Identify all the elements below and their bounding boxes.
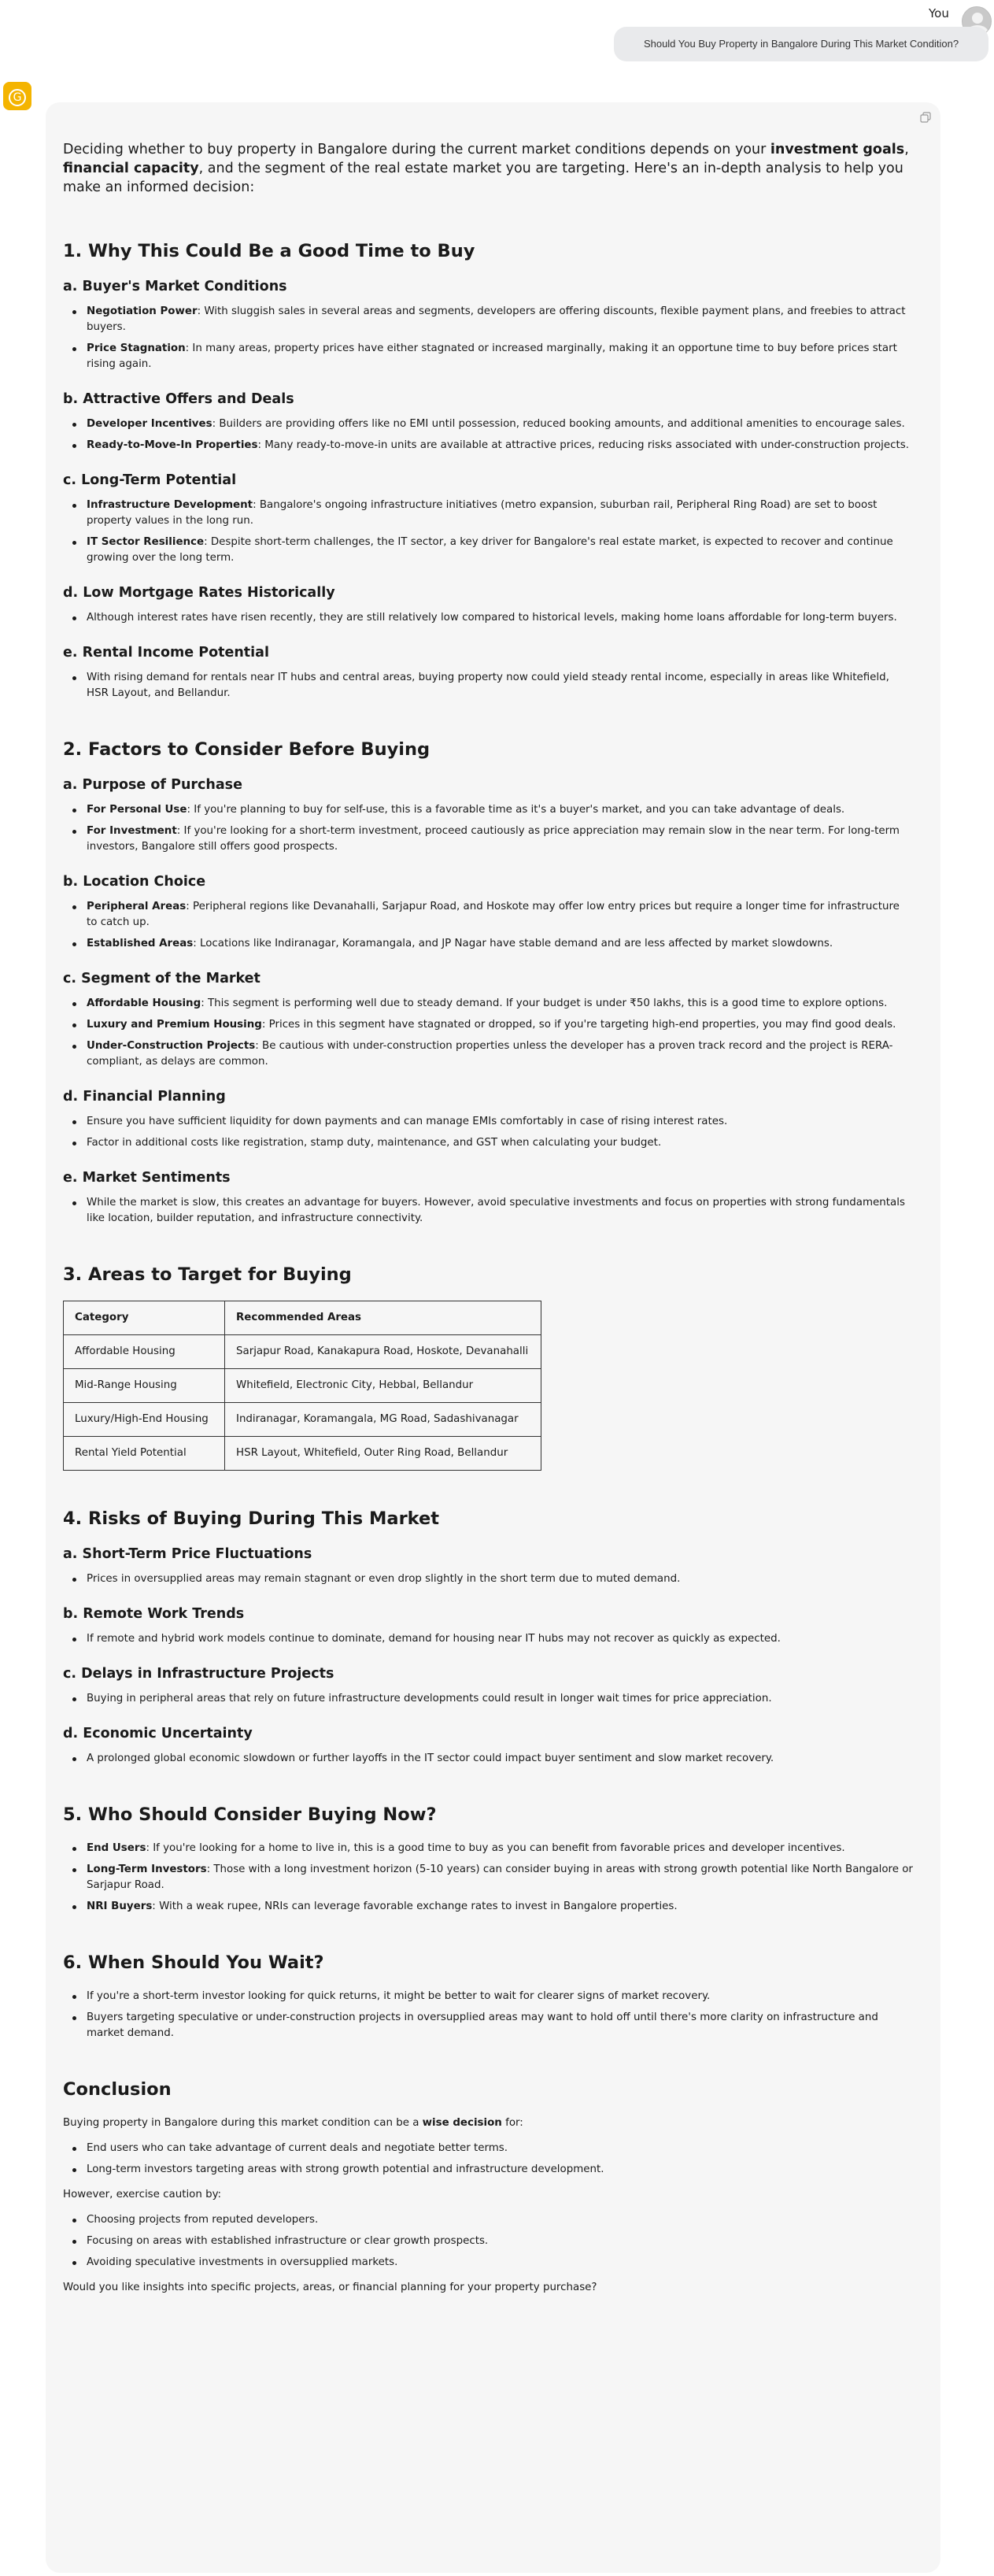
subsection-title: e. Rental Income Potential xyxy=(63,645,269,661)
list-item: Price Stagnation: In many areas, property prices have either stagnated or increased marginally, making it an opportune time to buy before prices start rising again. xyxy=(63,341,913,372)
section-factors xyxy=(63,738,913,1227)
table-row xyxy=(64,1403,541,1437)
section-title: 5. Who Should Consider Buying Now? xyxy=(63,1804,437,1825)
bullet-list xyxy=(63,1195,913,1227)
intro-paragraph: Deciding whether to buy property in Bangalore during the current market conditions depends on your investment goals, financial capacity, and the segment of the real estate market you are targeting. Here's an in-depth analysis to help you make an informed decision: xyxy=(63,142,909,195)
closing-question: Would you like insights into specific projects, areas, or financial planning for your property purchase? xyxy=(63,2282,597,2293)
section-title: 6. When Should You Wait? xyxy=(63,1952,324,1973)
response-content xyxy=(63,140,913,2305)
table-cell: Rental Yield Potential xyxy=(64,1437,225,1471)
bullet-list xyxy=(63,610,913,626)
list-item: Buying in peripheral areas that rely on future infrastructure developments could result in longer wait times for price appreciation. xyxy=(63,1691,913,1707)
list-item: End users who can take advantage of current deals and negotiate better terms. xyxy=(63,2141,913,2156)
list-item: If you're a short-term investor looking for quick returns, it might be better to wait for clearer signs of market recovery. xyxy=(63,1989,913,2004)
section-conclusion xyxy=(63,2078,913,2296)
list-item: Long-term investors targeting areas with strong growth potential and infrastructure development. xyxy=(63,2162,913,2178)
list-item: Factor in additional costs like registration, stamp duty, maintenance, and GST when calculating your budget. xyxy=(63,1135,913,1151)
list-item: Buyers targeting speculative or under-construction projects in oversupplied areas may want to hold off until there's more clarity on infrastructure and market demand. xyxy=(63,2010,913,2041)
list-item: While the market is slow, this creates an advantage for buyers. However, avoid speculative investments and focus on properties with strong fundamentals like location, builder reputation, and infrastructure connectivity. xyxy=(63,1195,913,1227)
bullet-list xyxy=(63,1751,913,1767)
section-title: 2. Factors to Consider Before Buying xyxy=(63,739,430,760)
assistant-response-card xyxy=(46,102,940,2573)
bullet-list xyxy=(63,996,913,1070)
subsection-title: a. Short-Term Price Fluctuations xyxy=(63,1546,312,1562)
list-item: Negotiation Power: With sluggish sales in several areas and segments, developers are offering discounts, flexible payment plans, and freebies to attract buyers. xyxy=(63,304,913,335)
list-item: Peripheral Areas: Peripheral regions like Devanahalli, Sarjapur Road, and Hoskote may offer low entry prices but require a longer time for infrastructure to catch up. xyxy=(63,899,913,931)
subsection-title: a. Buyer's Market Conditions xyxy=(63,279,287,294)
section-title: 4. Risks of Buying During This Market xyxy=(63,1508,440,1529)
table-cell: Mid-Range Housing xyxy=(64,1369,225,1403)
table-header-cell: Category xyxy=(64,1301,225,1335)
list-item: Ensure you have sufficient liquidity for down payments and can manage EMIs comfortably in case of rising interest rates. xyxy=(63,1114,913,1130)
bullet-list xyxy=(63,1841,913,1915)
list-item: Established Areas: Locations like Indiranagar, Koramangala, and JP Nagar have stable demand and are less affected by market slowdowns. xyxy=(63,936,913,952)
section-areas xyxy=(63,1263,913,1471)
bullet-list xyxy=(63,1571,913,1587)
table-header-row xyxy=(64,1301,541,1335)
section-when-to-wait xyxy=(63,1951,913,2041)
subsection-title: e. Market Sentiments xyxy=(63,1170,231,1186)
bullet-list xyxy=(63,899,913,952)
list-item: Under-Construction Projects: Be cautious with under-construction properties unless the developer has a proven track record and the project is RERA-compliant, as delays are common. xyxy=(63,1038,913,1070)
bullet-list xyxy=(63,1114,913,1151)
list-item: End Users: If you're looking for a home to live in, this is a good time to buy as you can benefit from favorable prices and developer incentives. xyxy=(63,1841,913,1856)
list-item: Although interest rates have risen recently, they are still relatively low compared to historical levels, making home loans affordable for long-term buyers. xyxy=(63,610,913,626)
list-item: For Personal Use: If you're planning to buy for self-use, this is a favorable time as it's a buyer's market, and you can take advantage of deals. xyxy=(63,802,913,818)
assistant-logo-icon: G xyxy=(3,82,31,110)
bullet-list xyxy=(63,1989,913,2041)
list-item: For Investment: If you're looking for a short-term investment, proceed cautiously as price appreciation may remain slow in the near term. For long-term investors, Bangalore still offers good prospects. xyxy=(63,824,913,855)
bullet-list xyxy=(63,304,913,372)
list-item: Developer Incentives: Builders are providing offers like no EMI until possession, reduced booking amounts, and additional amenities to encourage sales. xyxy=(63,416,913,432)
list-item: Long-Term Investors: Those with a long investment horizon (5-10 years) can consider buying in areas with strong growth potential like North Bangalore or Sarjapur Road. xyxy=(63,1862,913,1893)
bullet-list xyxy=(63,1691,913,1707)
subsection-title: a. Purpose of Purchase xyxy=(63,777,242,793)
bullet-list xyxy=(63,498,913,566)
subsection-title: b. Attractive Offers and Deals xyxy=(63,391,294,407)
list-item: Infrastructure Development: Bangalore's ongoing infrastructure initiatives (metro expansion, suburban rail, Peripheral Ring Road) are set to boost property values in the long run. xyxy=(63,498,913,529)
table-row xyxy=(64,1335,541,1369)
subsection-title: b. Remote Work Trends xyxy=(63,1606,245,1622)
subsection-title: b. Location Choice xyxy=(63,874,206,890)
list-item: Affordable Housing: This segment is performing well due to steady demand. If your budget is under ₹50 lakhs, this is a good time to explore options. xyxy=(63,996,913,1012)
user-question-bubble: Should You Buy Property in Bangalore During This Market Condition? xyxy=(614,27,988,61)
table-cell: Indiranagar, Koramangala, MG Road, Sadashivanagar xyxy=(225,1403,541,1437)
subsection-title: d. Economic Uncertainty xyxy=(63,1726,253,1741)
list-item: Focusing on areas with established infrastructure or clear growth prospects. xyxy=(63,2234,913,2249)
section-who-should-buy xyxy=(63,1803,913,1915)
list-item: Prices in oversupplied areas may remain stagnant or even drop slightly in the short term due to muted demand. xyxy=(63,1571,913,1587)
list-item: IT Sector Resilience: Despite short-term challenges, the IT sector, a key driver for Bangalore's real estate market, is expected to recover and continue growing over the long term. xyxy=(63,535,913,566)
section-title: 1. Why This Could Be a Good Time to Buy xyxy=(63,241,475,261)
list-item: With rising demand for rentals near IT hubs and central areas, buying property now could yield steady rental income, especially in areas like Whitefield, HSR Layout, and Bellandur. xyxy=(63,670,913,701)
list-item: Ready-to-Move-In Properties: Many ready-to-move-in units are available at attractive prices, reducing risks associated with under-construction projects. xyxy=(63,438,913,453)
user-label: You xyxy=(929,6,949,20)
subsection-title: c. Long-Term Potential xyxy=(63,472,237,488)
bullet-list xyxy=(63,2141,913,2178)
table-row xyxy=(64,1437,541,1471)
section-title: Conclusion xyxy=(63,2079,172,2100)
subsection-title: c. Segment of the Market xyxy=(63,971,261,986)
list-item: Luxury and Premium Housing: Prices in this segment have stagnated or dropped, so if you're targeting high-end properties, you may find good deals. xyxy=(63,1017,913,1033)
list-item: A prolonged global economic slowdown or further layoffs in the IT sector could impact buyer sentiment and slow market recovery. xyxy=(63,1751,913,1767)
bullet-list xyxy=(63,670,913,701)
table-cell: HSR Layout, Whitefield, Outer Ring Road, Bellandur xyxy=(225,1437,541,1471)
subsection-title: d. Low Mortgage Rates Historically xyxy=(63,585,335,601)
list-item: Choosing projects from reputed developers. xyxy=(63,2212,913,2228)
table-cell: Sarjapur Road, Kanakapura Road, Hoskote, Devanahalli xyxy=(225,1335,541,1369)
table-row xyxy=(64,1369,541,1403)
conclusion-paragraph: Buying property in Bangalore during this market condition can be a wise decision for: xyxy=(63,2117,523,2129)
list-item: Avoiding speculative investments in oversupplied markets. xyxy=(63,2255,913,2271)
subsection-title: c. Delays in Infrastructure Projects xyxy=(63,1666,334,1682)
bullet-list xyxy=(63,802,913,855)
table-cell: Whitefield, Electronic City, Hebbal, Bellandur xyxy=(225,1369,541,1403)
table-header-cell: Recommended Areas xyxy=(225,1301,541,1335)
table-cell: Luxury/High-End Housing xyxy=(64,1403,225,1437)
section-good-time xyxy=(63,239,913,701)
list-item: If remote and hybrid work models continue to dominate, demand for housing near IT hubs may not recover as quickly as expected. xyxy=(63,1631,913,1647)
section-risks xyxy=(63,1507,913,1767)
copy-icon[interactable] xyxy=(920,112,931,123)
caution-label: However, exercise caution by: xyxy=(63,2189,222,2200)
areas-table xyxy=(63,1301,541,1471)
bullet-list xyxy=(63,416,913,453)
avatar-head-shape xyxy=(972,13,983,24)
section-title: 3. Areas to Target for Buying xyxy=(63,1264,352,1285)
table-cell: Affordable Housing xyxy=(64,1335,225,1369)
bullet-list xyxy=(63,1631,913,1647)
subsection-title: d. Financial Planning xyxy=(63,1089,226,1105)
bullet-list xyxy=(63,2212,913,2271)
list-item: NRI Buyers: With a weak rupee, NRIs can leverage favorable exchange rates to invest in Bangalore properties. xyxy=(63,1899,913,1915)
